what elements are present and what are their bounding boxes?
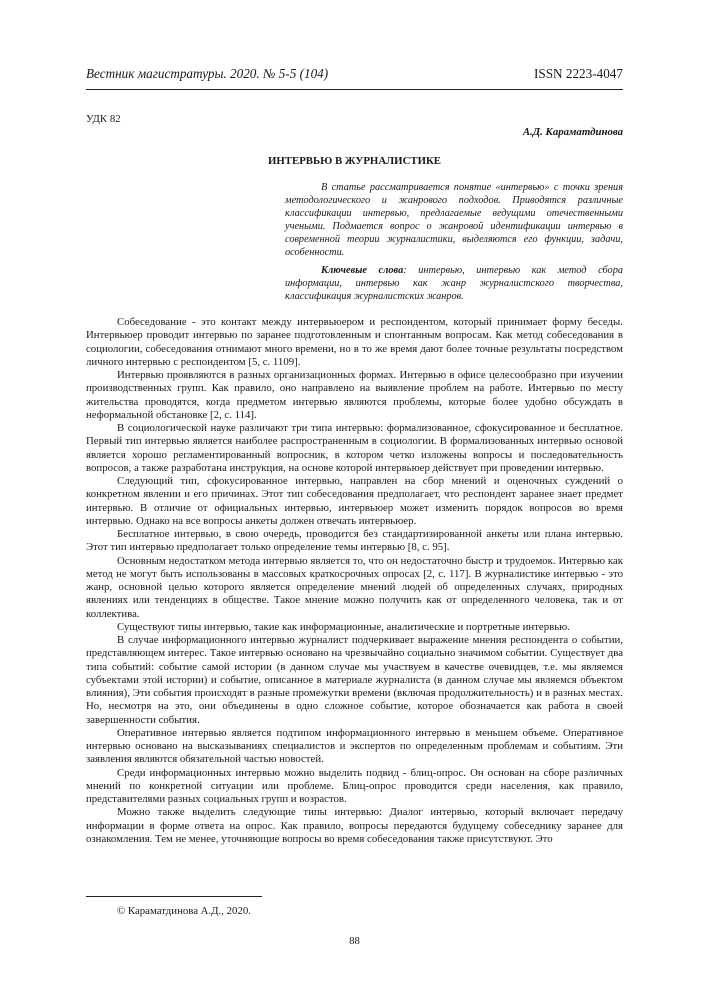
body-paragraph: Основным недостатком метода интервью является то, что он недостаточно быстр и трудоемок. Интервью как метод не могут быть использованы в массовых краткосрочных опросах [2, с. 117]. В журналистике интервью - это жанр, основной целью которого является определение мнений людей об определенных случаях, природных явлениях или тенденциях в обществе. Такое мнение можно получить как от определенного человека, так и от коллектива.: [86, 554, 623, 620]
abstract: [285, 182, 623, 260]
keywords-label: Ключевые слова: [321, 265, 404, 276]
body-paragraph: Следующий тип, сфокусированное интервью, направлен на сбор мнений и оценочных суждений о конкретном явлении и его причинах. Этот тип собеседования предполагает, что респондент заранее знает предмет интервью. В отличие от официальных интервью, интервьюер может изменить порядок вопросов во время интервью. Однако на все вопросы анкеты должен отвечать интервьюер.: [86, 475, 623, 527]
keywords-text: : интервью, интервью как метод сбора информации, интервью как жанр журналистского творчества, классификация журналистских жанров.: [285, 265, 624, 302]
body-paragraph: Среди информационных интервью можно выделить подвид - блиц-опрос. Он основан на сборе различных мнений по конкретной ситуации или проблеме. Блиц-опрос проводится среди населения, как правило, представителями разных социальных групп и возрастов.: [86, 766, 623, 805]
author-name: А.Д. Караматдинова: [522, 126, 623, 138]
body-paragraph: Оперативное интервью является подтипом информационного интервью в меньшем объеме. Оперативное интервью основано на высказываниях специалистов и экспертов по определенным проблемам и событиям. Эти заявления являются обязательной частью новостей.: [86, 726, 623, 766]
header-divider: [86, 89, 623, 90]
body-paragraph: В социологической науке различают три типа интервью: формализованное, сфокусированное и бесплатное. Первый тип интервью является наиболее распространенным в социологии. В формализованных интервью основой является хорошо регламентированный вопросник, в котором четко изложены вопросы и последовательность вопросов, а также разработана инструкция, на основе которой интервьюер действует при проведении интервью.: [86, 422, 623, 474]
page-number: 88: [349, 935, 360, 947]
abstract-text: В статье рассматривается понятие «интервью» с точки зрения методологического и жанрового подходов. Приводятся различные классификации интервью, предлагаемые ведущими отечественными учеными. Подмается вопрос о жанровой идентификации интервью в современной теории журналистики, выделяются его функции, задачи, особенности.: [285, 182, 623, 258]
copyright-footnote: © Караматдинова А.Д., 2020.: [117, 905, 251, 917]
body-paragraph: Интервью проявляются в разных организационных формах. Интервью в офисе целесообразно при изучении производственных групп. Как правило, оно направлено на выявление проблем на работе. Интервью по месту жительства проводятся, когда предметом интервью являются проблемы, которые более удобно обсуждать в неформальной обстановке [2, с. 114].: [86, 369, 623, 421]
body-paragraph: Собеседование - это контакт между интервьюером и респондентом, который принимает форму беседы. Интервьюер проводит интервью по заранее подготовленным и спонтанным вопросам. Как метод собеседования в социологии, собеседования отнимают много времени, но в то же время дают более точные результаты посредством личного интервью с респондентом [5, с. 1109].: [86, 316, 623, 368]
article-title: ИНТЕРВЬЮ В ЖУРНАЛИСТИКЕ: [268, 155, 441, 167]
body-paragraph: Можно также выделить следующие типы интервью: Диалог интервью, который включает передачу информации в форме ответа на опрос. Как правило, вопросы передаются будущему собеседнику заранее для ознакомления. Тем не менее, уточняющие вопросы во время собеседования также присутствуют. Это: [86, 806, 623, 845]
udk-code: УДК 82: [86, 113, 121, 125]
journal-header: Вестник магистратуры. 2020. № 5-5 (104): [86, 66, 329, 81]
body-paragraph: Бесплатное интервью, в свою очередь, проводится без стандартизированной анкеты или плана интервью. Этот тип интервью предполагает только определение темы интервью [8, с. 95].: [86, 528, 623, 554]
body-paragraph: В случае информационного интервью журналист подчеркивает выражение мнения респондента о событии, представляющем интерес. Такое интервью основано на чрезвычайно социально значимом событии. Существует два типа событий: событие самой истории (в данном случае мы участвуем в качестве очевидцев, т.е. мы являемся субъектами этой истории) и событие, описанное в материале журналиста (в данном случае мы являемся объектом влияния), Эти события происходят в разные промежутки времени (включая продолжительность) и в разных местах. Но, несмотря на это, они объединены в одно сложное событие, которое обозначается как работа в своей завершенности события.: [86, 634, 623, 726]
issn-header: ISSN 2223-4047: [533, 66, 623, 81]
article-body: [86, 316, 623, 846]
keywords-block: [285, 265, 623, 304]
footnote-divider: [86, 896, 262, 897]
body-paragraph: Существуют типы интервью, такие как информационные, аналитические и портретные интервью.: [117, 620, 570, 633]
